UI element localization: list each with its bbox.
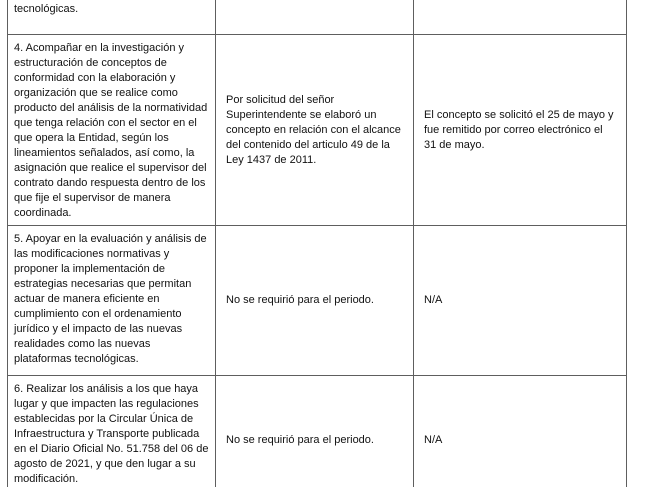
- observation-text: N/A: [424, 294, 443, 306]
- table-row-partial: [8, 0, 627, 35]
- table-row-obligation-6: [8, 376, 627, 487]
- obligation-text: tecnológicas.: [14, 3, 79, 15]
- activity-cell: [216, 226, 414, 376]
- obligation-cell: [8, 0, 216, 35]
- obligations-table: [7, 0, 627, 487]
- activity-cell: [216, 35, 414, 226]
- obligation-cell: [8, 376, 216, 487]
- activity-text: No se requirió para el periodo.: [226, 434, 374, 446]
- activity-cell: [216, 376, 414, 487]
- observation-cell: [414, 226, 627, 376]
- observation-text: N/A: [424, 434, 443, 446]
- activity-cell: [216, 0, 414, 35]
- table-row-obligation-5: [8, 226, 627, 376]
- observation-text: El concepto se solicitó el 25 de mayo y fue remitido por correo electrónico el 31 de mayo.: [424, 108, 614, 151]
- obligation-cell: [8, 226, 216, 376]
- observation-cell: [414, 376, 627, 487]
- observation-cell: [414, 0, 627, 35]
- obligation-text: 6. Realizar los análisis a los que haya lugar y que impacten las regulaciones establecidas por la Circular Única de Infraestructura y Transporte publicada en el Diario Oficial No. 51.758 del 06 de agosto de 2021, y que den lugar a su modificación.: [14, 383, 209, 485]
- obligation-text: 5. Apoyar en la evaluación y análisis de las modificaciones normativas y proponer la implementación de estrategias necesarias que permitan actuar de manera eficiente en cumplimiento con el ordenamiento jurídico y el impacto de las nuevas realidades como las nuevas plataformas tecnológicas.: [14, 233, 207, 365]
- table-row-obligation-4: [8, 35, 627, 226]
- activity-text: No se requirió para el periodo.: [226, 294, 374, 306]
- obligation-cell: [8, 35, 216, 226]
- activity-text: Por solicitud del señor Superintendente se elaboró un concepto en relación con el alcance del contenido del articulo 49 de la Ley 1437 de 2011.: [226, 93, 401, 166]
- obligation-text: 4. Acompañar en la investigación y estructuración de conceptos de conformidad con la elaboración y organización que se realice como producto del análisis de la normatividad que tenga relación con el sector en el que opera la Entidad, según los lineamientos señalados, así como, la asignación que realice el supervisor del contrato dando respuesta dentro de los que fije el supervisor de manera coordinada.: [14, 42, 208, 219]
- observation-cell: [414, 35, 627, 226]
